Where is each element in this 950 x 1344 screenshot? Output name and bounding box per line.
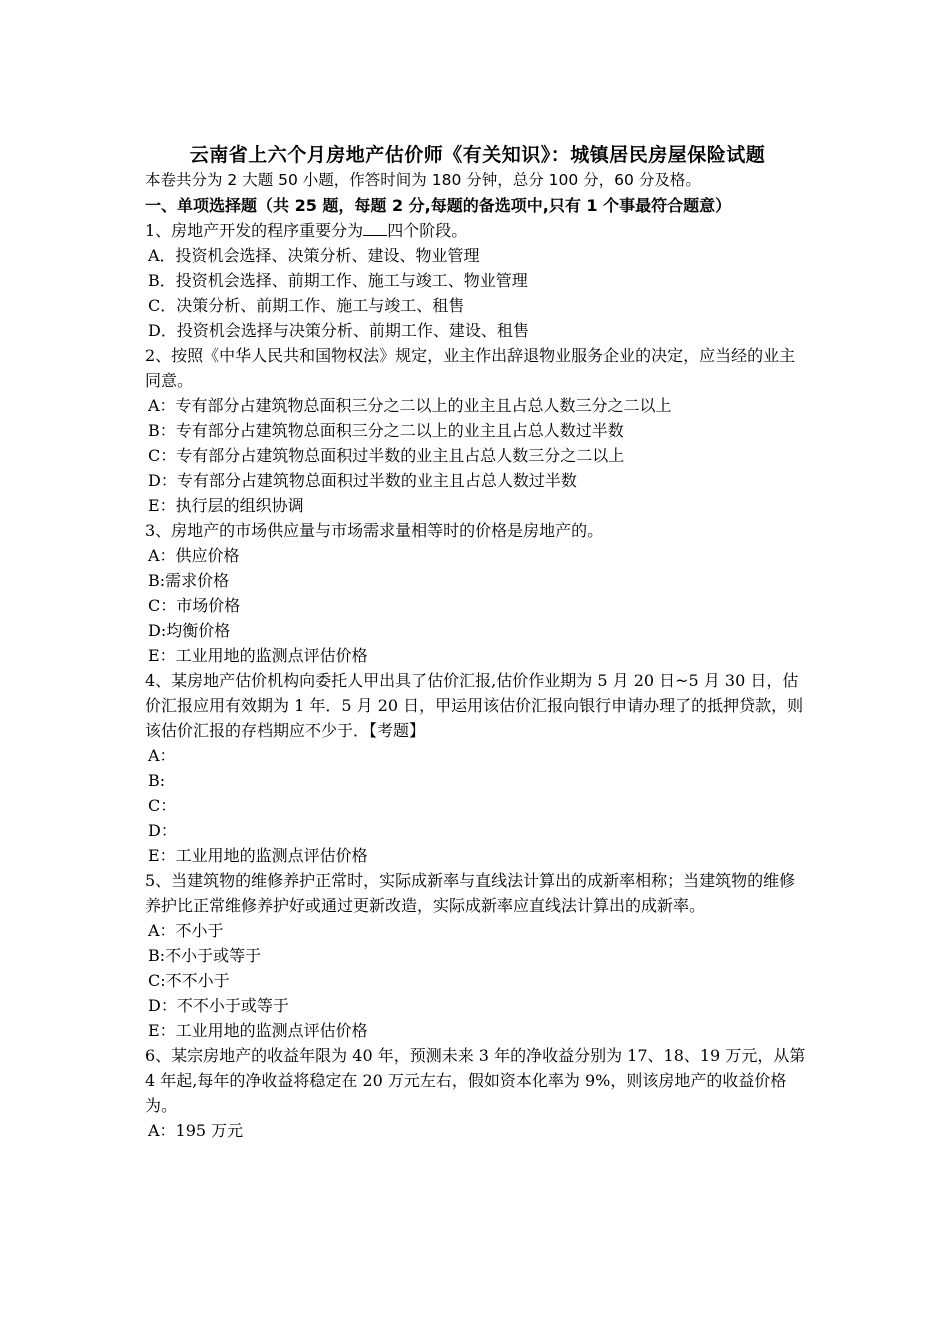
question-5-option-d: D：不不小于或等于 bbox=[148, 996, 289, 1015]
question-1-option-b: B．投资机会选择、前期工作、施工与竣工、物业管理 bbox=[148, 271, 528, 290]
question-6-option-a: A：195 万元 bbox=[148, 1121, 244, 1140]
question-2-option-e: E：执行层的组织协调 bbox=[148, 496, 304, 515]
question-1-option-c: C．决策分析、前期工作、施工与竣工、租售 bbox=[148, 296, 465, 315]
document-page bbox=[145, 143, 810, 1143]
question-1-stem bbox=[145, 218, 810, 243]
question-5-option-c: C:不不小于 bbox=[148, 971, 230, 990]
question-5-option-a: A：不小于 bbox=[148, 921, 224, 940]
question-3-option-e: E：工业用地的监测点评估价格 bbox=[148, 646, 368, 665]
document-title: 云南省上六个月房地产估价师《有关知识》：城镇居民房屋保险试题 bbox=[189, 144, 766, 166]
question-4-stem: 4、某房地产估价机构向委托人甲出具了估价汇报,估价作业期为 5 月 20 日~5 月 30 日，估价汇报应用有效期为 1 年．5 月 20 日，甲运用该估价汇报向银行申请办理了的抵押贷款，则该估价汇报的存档期应不少于．【考题】 bbox=[145, 671, 804, 740]
question-6-stem: 6、某宗房地产的收益年限为 40 年，预测未来 3 年的净收益分别为 17、18、19 万元，从第 4 年起,每年的净收益将稳定在 20 万元左右，假如资本化率为 9%，则该房地产的收益价格为。 bbox=[145, 1046, 806, 1115]
question-3-option-c: C：市场价格 bbox=[148, 596, 241, 615]
question-5-stem: 5、当建筑物的维修养护正常时，实际成新率与直线法计算出的成新率相称；当建筑物的维修养护比正常维修养护好或通过更新改造，实际成新率应直线法计算出的成新率。 bbox=[145, 871, 796, 915]
question-2-option-c: C：专有部分占建筑物总面积过半数的业主且占总人数三分之二以上 bbox=[148, 446, 625, 465]
question-1-option-a: A．投资机会选择、决策分析、建设、物业管理 bbox=[148, 246, 480, 265]
question-4-option-e: E：工业用地的监测点评估价格 bbox=[148, 846, 368, 865]
question-3-stem: 3、房地产的市场供应量与市场需求量相等时的价格是房地产的。 bbox=[145, 521, 604, 540]
question-2-stem: 2、按照《中华人民共和国物权法》规定，业主作出辞退物业服务企业的决定，应当经的业主同意。 bbox=[145, 346, 796, 390]
question-3-option-b: B:需求价格 bbox=[148, 571, 230, 590]
section-heading: 一、单项选择题（共 25 题，每题 2 分,每题的备选项中,只有 1 个事最符合题意） bbox=[145, 196, 732, 215]
answer-blank bbox=[363, 221, 387, 236]
question-2-option-a: A：专有部分占建筑物总面积三分之二以上的业主且占总人数三分之二以上 bbox=[148, 396, 672, 415]
question-1-stem-end: 四个阶段。 bbox=[387, 221, 468, 240]
question-4-option-c: C： bbox=[148, 796, 177, 815]
question-4-option-b: B: bbox=[148, 771, 166, 790]
question-1-option-d: D．投资机会选择与决策分析、前期工作、建设、租售 bbox=[148, 321, 529, 340]
question-2-option-d: D：专有部分占建筑物总面积过半数的业主且占总人数过半数 bbox=[148, 471, 577, 490]
question-3-option-d: D:均衡价格 bbox=[148, 621, 231, 640]
question-4-option-d: D： bbox=[148, 821, 177, 840]
question-4-option-a: A： bbox=[148, 746, 176, 765]
question-3-option-a: A：供应价格 bbox=[148, 546, 240, 565]
question-2-option-b: B：专有部分占建筑物总面积三分之二以上的业主且占总人数过半数 bbox=[148, 421, 624, 440]
question-5-option-b: B:不小于或等于 bbox=[148, 946, 262, 965]
question-1-stem-start: 1、房地产开发的程序重要分为 bbox=[145, 221, 364, 240]
exam-summary: 本卷共分为 2 大题 50 小题，作答时间为 180 分钟，总分 100 分，60 分及格。 bbox=[145, 171, 701, 189]
question-5-option-e: E：工业用地的监测点评估价格 bbox=[148, 1021, 368, 1040]
